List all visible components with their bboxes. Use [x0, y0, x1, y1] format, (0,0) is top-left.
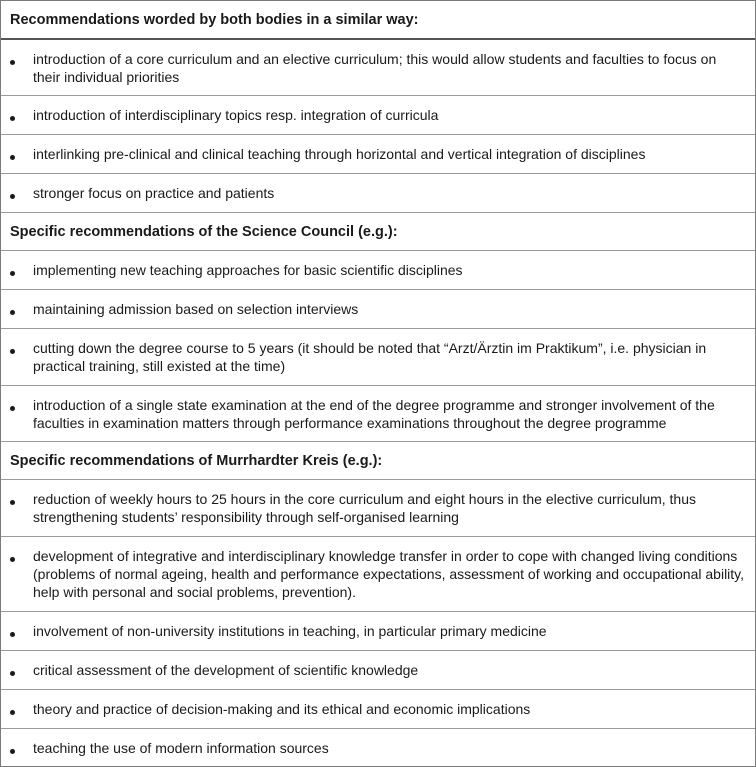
list-item-text: introduction of a core curriculum and an elective curriculum; this would allow students and faculties to focus on their individual priorities — [33, 50, 717, 85]
section-heading — [1, 1, 755, 40]
list-item — [1, 290, 755, 329]
list-item — [1, 96, 755, 135]
bullet — [1, 174, 33, 203]
section-heading — [1, 213, 755, 251]
section-heading-text: Specific recommendations of Murrhardter Kreis (e.g.): — [10, 453, 383, 469]
list-item — [1, 651, 755, 690]
list-item — [1, 690, 755, 729]
list-item-text: introduction of interdisciplinary topics resp. integration of curricula — [33, 107, 439, 123]
list-item-text: critical assessment of the development of scientific knowledge — [33, 662, 419, 678]
list-item — [1, 174, 755, 213]
list-item-text: involvement of non-university institutions in teaching, in particular primary medicine — [33, 623, 547, 639]
bullet — [1, 290, 33, 319]
list-item-text: stronger focus on practice and patients — [33, 185, 275, 201]
bullet — [1, 329, 33, 358]
list-item-text: teaching the use of modern information sources — [33, 740, 329, 756]
list-item — [1, 40, 755, 96]
list-item-text: theory and practice of decision-making and its ethical and economic implications — [33, 701, 531, 717]
bullet — [1, 251, 33, 280]
list-item-text: interlinking pre-clinical and clinical teaching through horizontal and vertical integration of disciplines — [33, 146, 646, 162]
section-heading-text: Specific recommendations of the Science Council (e.g.): — [10, 224, 398, 240]
section-heading — [1, 442, 755, 480]
list-item — [1, 251, 755, 290]
list-item — [1, 612, 755, 651]
list-item — [1, 386, 755, 442]
bullet — [1, 135, 33, 164]
list-item — [1, 537, 755, 612]
list-item — [1, 729, 755, 767]
bullet — [1, 537, 33, 566]
bullet — [1, 386, 33, 415]
list-item-text: cutting down the degree course to 5 years (it should be noted that “Arzt/Ärztin im Praktikum”, i.e. physician in practical training, still existed at the time) — [33, 340, 707, 374]
bullet — [1, 651, 33, 680]
bullet — [1, 40, 33, 69]
list-item-text: development of integrative and interdisciplinary knowledge transfer in order to cope with changed living conditions (problems of normal ageing, health and performance expectations, assessment of working and occupational ability, help with personal and social problems, prevention). — [33, 548, 745, 600]
list-item — [1, 135, 755, 174]
bullet — [1, 729, 33, 758]
list-item-text: introduction of a single state examination at the end of the degree programme and stronger involvement of the faculties in examination matters through performance examinations throughout the degree programme — [33, 396, 715, 431]
section-heading-text: Recommendations worded by both bodies in a similar way: — [10, 12, 419, 28]
list-item — [1, 480, 755, 537]
bullet — [1, 612, 33, 641]
bullet — [1, 690, 33, 719]
list-item-text: implementing new teaching approaches for basic scientific disciplines — [33, 262, 463, 278]
list-item-text: maintaining admission based on selection interviews — [33, 301, 359, 317]
bullet — [1, 480, 33, 509]
list-item — [1, 329, 755, 386]
bullet — [1, 96, 33, 125]
list-item-text: reduction of weekly hours to 25 hours in the core curriculum and eight hours in the elective curriculum, thus strengthening students’ responsibility through self-organised learning — [33, 491, 697, 525]
